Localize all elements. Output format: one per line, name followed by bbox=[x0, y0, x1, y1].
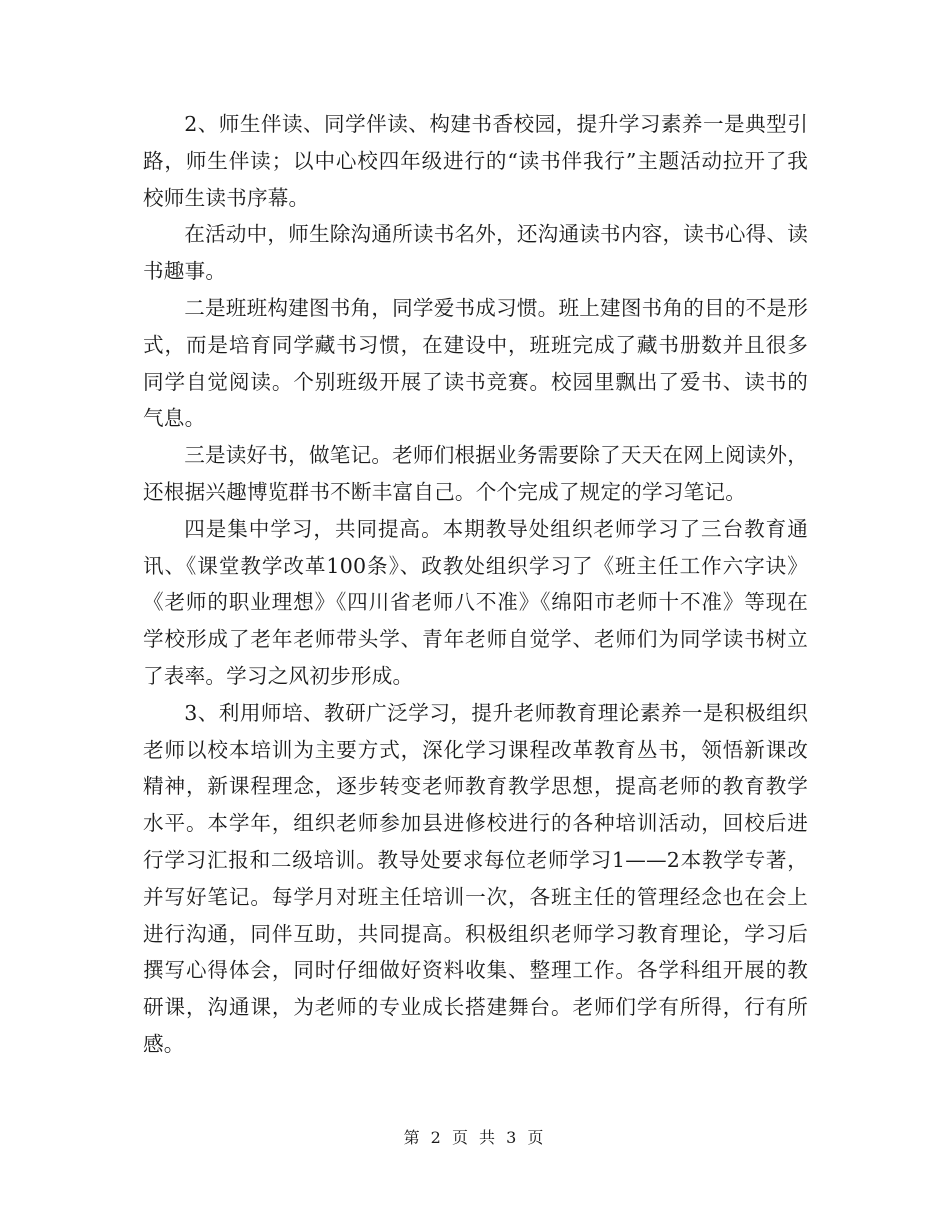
paragraph-activity-exchange: 在活动中，师生除沟通所读书名外，还沟通读书内容，读书心得、读书趣事。 bbox=[143, 222, 808, 284]
document-body bbox=[143, 106, 808, 1063]
page-number-footer: 第 2 页 共 3 页 bbox=[403, 1128, 547, 1147]
paragraph-book-corner: 二是班班构建图书角，同学爱书成习惯。班上建图书角的目的不是形式，而是培育同学藏书习惯，在建设中，班班完成了藏书册数并且很多同学自觉阅读。个别班级开展了读书竞赛。校园里飘出了爱书、读书的气息。 bbox=[143, 295, 808, 431]
paragraph-teacher-training: 3、利用师培、教研广泛学习，提升老师教育理论素养一是积极组织老师以校本培训为主要方式，深化学习课程改革教育丛书，领悟新课改精神，新课程理念，逐步转变老师教育教学思想，提高老师的教育教学水平。本学年，组织老师参加县进修校进行的各种培训活动，回校后进行学习汇报和二级培训。教导处要求每位老师学习1——2本教学专著，并写好笔记。每学月对班主任培训一次，各班主任的管理经念也在会上进行沟通，同伴互助，共同提高。积极组织老师学习教育理论，学习后撰写心得体会，同时仔细做好资料收集、整理工作。各学科组开展的教研课，沟通课，为老师的专业成长搭建舞台。老师们学有所得，行有所感。 bbox=[143, 700, 808, 1056]
paragraph-reading-notes: 三是读好书，做笔记。老师们根据业务需要除了天天在网上阅读外，还根据兴趣博览群书不断丰富自己。个个完成了规定的学习笔记。 bbox=[143, 443, 808, 504]
paragraph-reading-campus: 2、师生伴读、同学伴读、构建书香校园，提升学习素养一是典型引路，师生伴读；以中心校四年级进行的“读书伴我行”主题活动拉开了我校师生读书序幕。 bbox=[143, 112, 808, 210]
paragraph-group-study: 四是集中学习，共同提高。本期教导处组织老师学习了三台教育通讯、《课堂教学改革100条》、政教处组织学习了《班主任工作六字诀》《老师的职业理想》《四川省老师八不准》《绵阳市老师十不准》等现在学校形成了老年老师带头学、青年老师自觉学、老师们为同学读书树立了表率。学习之风初步形成。 bbox=[143, 516, 808, 688]
